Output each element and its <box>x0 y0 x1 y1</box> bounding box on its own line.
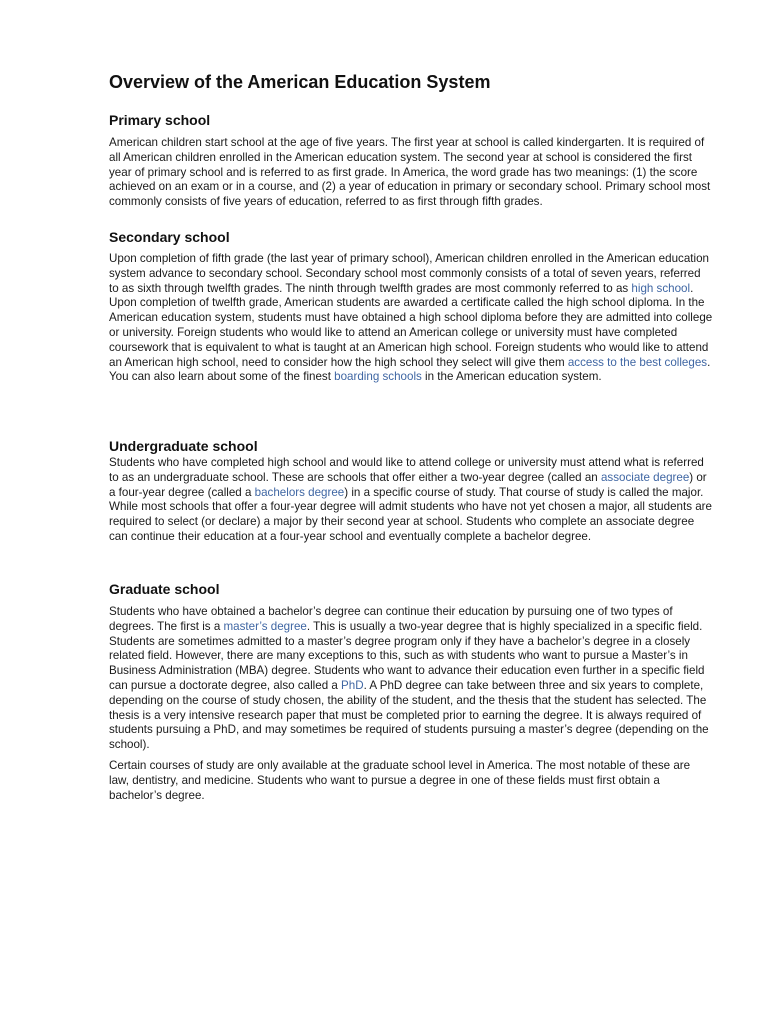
link-high-school[interactable]: high school <box>631 281 691 295</box>
paragraph-secondary <box>109 252 713 385</box>
link-phd[interactable]: PhD <box>341 678 364 692</box>
section-heading-graduate: Graduate school <box>109 581 220 597</box>
paragraph-graduate <box>109 605 713 753</box>
paragraph-undergraduate <box>109 456 713 545</box>
paragraph-graduate-final: Certain courses of study are only available at the graduate school level in America. The most notable of these are law, dentistry, and medicine. Students who want to pursue a degree in one of these fields must first obtain a bachelor’s degree. <box>109 758 691 802</box>
page-title: Overview of the American Education System <box>109 72 491 92</box>
text-run: . You can also learn about some of the finest <box>109 355 711 384</box>
section-heading-undergraduate: Undergraduate school <box>109 438 258 454</box>
text-run: in the American education system. <box>421 370 602 384</box>
link-masters-degree[interactable]: master’s degree <box>223 619 307 633</box>
text-run: . A PhD degree can take between three and six years to complete, depending on the course of study chosen, the ability of the student, and the thesis that the student has selected. The thesis is a very intensive research paper that must be completed prior to earning the degree. It is always required of students pursuing a PhD, and may sometimes be required of students pursuing a master’s degree (depending on the school). <box>109 678 709 752</box>
section-undergraduate-school <box>109 436 713 545</box>
link-boarding-schools[interactable]: boarding schools <box>334 370 422 384</box>
section-graduate-school <box>109 579 713 803</box>
text-run: . This is usually a two-year degree that is highly specialized in a specific field. Students are sometimes admitted to a master’s degree program only if they have a bachelor’s degree in a closely related field. However, there are many exceptions to this, such as with students who want to pursue a Master’s in Business Administration (MBA) degree. Students who want to advance their education even further in a specific field can pursue a doctorate degree, also called a <box>109 619 705 692</box>
text-run: Students who have obtained a bachelor’s degree can continue their education by pursuing one of two types of degrees. The first is a <box>109 605 673 633</box>
link-access-to-best-colleges[interactable]: access to the best colleges <box>567 355 708 369</box>
text-run: ) or a four-year degree (called a <box>109 470 707 499</box>
paragraph-primary: American children start school at the age of five years. The first year at school is called kindergarten. It is required of all American children enrolled in the American education system. The second year at school is considered the first year of primary school and is referred to as first grade. In America, the word grade has two meanings: (1) the score achieved on an exam or in a course, and (2) a year of education in primary or secondary school. Primary school most commonly consists of five years of education, referred to as first through fifth grades. <box>109 136 711 209</box>
section-heading-primary: Primary school <box>109 112 211 128</box>
text-run: Upon completion of fifth grade (the last year of primary school), American children enrolled in the American education system advance to secondary school. Secondary school most commonly consists of a total of seven years, referred to as sixth through twelfth grades. The ninth through twelfth grades are most commonly referred to as <box>109 252 709 295</box>
text-run: . Upon completion of twelfth grade, American students are awarded a certificate called the high school diploma. In the American education system, students must have obtained a high school diploma before they are admitted into college or university. Foreign students who would like to attend an American college or university must have completed coursework that is equivalent to what is taught at an American high school. Foreign students who would like to attend an American high school, need to consider how the high school they select will give them <box>109 281 713 369</box>
section-heading-secondary: Secondary school <box>109 229 230 245</box>
document-page <box>109 70 713 802</box>
section-primary-school <box>109 110 713 210</box>
section-secondary-school <box>109 227 713 385</box>
text-run: ) in a specific course of study. That course of study is called the major. While most schools that offer a four-year degree will admit students who have not yet chosen a major, all students are required to select (or declare) a major by their second year at school. Students who complete an associate degree can continue their education at a four-year school and eventually complete a bachelor degree. <box>109 485 712 543</box>
link-bachelors-degree[interactable]: bachelors degree <box>254 485 345 499</box>
text-run: Students who have completed high school and would like to attend college or university must attend what is referred to as an undergraduate school. These are schools that offer either a two-year degree (called an <box>109 456 704 484</box>
link-associate-degree[interactable]: associate degree <box>600 470 690 484</box>
